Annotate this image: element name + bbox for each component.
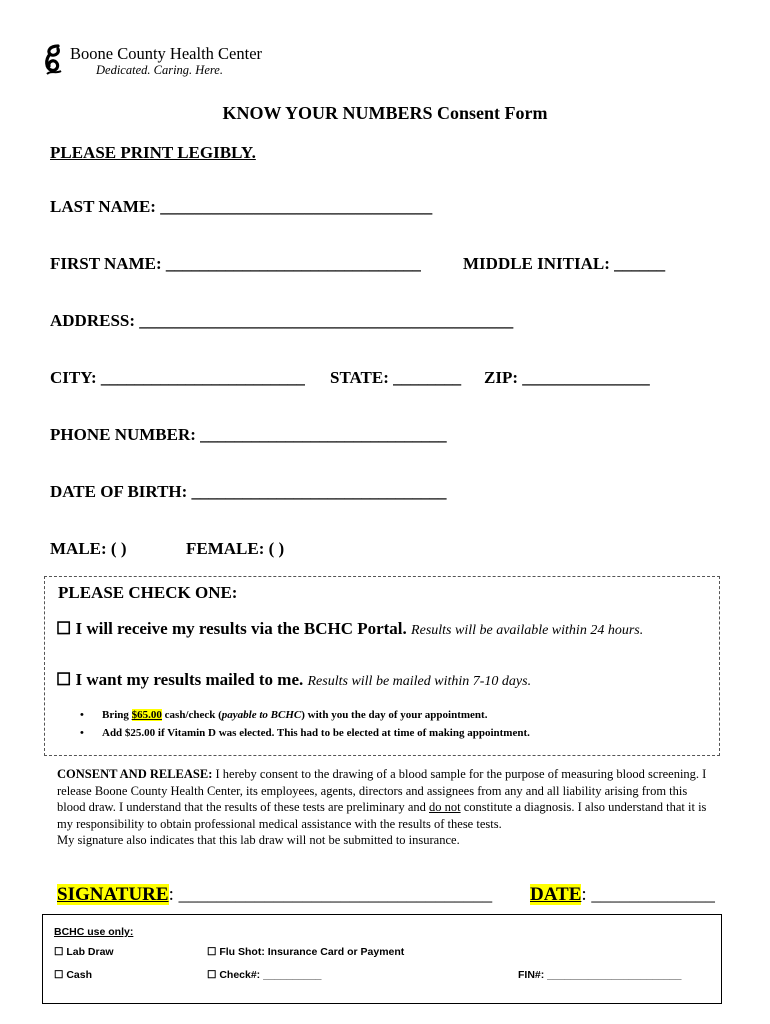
vitamin-d-bullet: • Add $25.00 if Vitamin D was elected. This had to be elected at time of making appointment. [80, 727, 530, 739]
payment-amount: $65.00 [131, 709, 162, 721]
consent-label: CONSENT AND RELEASE: [57, 767, 213, 781]
office-use-section [42, 914, 722, 1004]
phone-field[interactable]: PHONE NUMBER: _____________________________ [50, 425, 447, 444]
flu-shot-checkbox[interactable]: ☐ Flu Shot: Insurance Card or Payment [207, 946, 405, 958]
checkbox-icon[interactable]: ☐ [56, 670, 72, 689]
checkbox-icon[interactable]: ☐ [56, 619, 72, 638]
portal-option-note: Results will be available within 24 hours. [411, 623, 644, 638]
middle-initial-field[interactable]: MIDDLE INITIAL: ______ [463, 254, 666, 273]
bullet-icon: • [80, 709, 84, 721]
cash-checkbox[interactable]: ☐ Cash [54, 969, 93, 981]
last-name-field[interactable]: LAST NAME: ________________________________ [50, 197, 433, 216]
org-name: Boone County Health Center [70, 44, 263, 63]
city-field[interactable]: CITY: ________________________ [50, 368, 305, 387]
address-field[interactable]: ADDRESS: ____________________________________________ [50, 311, 514, 330]
mail-option-note: Results will be mailed within 7-10 days. [307, 674, 532, 689]
fin-field[interactable]: FIN#: _______________________ [518, 969, 682, 981]
male-option[interactable]: MALE: ( ) [50, 539, 127, 558]
first-name-field[interactable]: FIRST NAME: ______________________________ [50, 254, 421, 273]
payment-bullet: • Bring $65.00 cash/check (payable to BCHC) with you the day of your appointment. [80, 709, 488, 721]
state-field[interactable]: STATE: ________ [330, 368, 462, 387]
form-title: KNOW YOUR NUMBERS Consent Form [222, 103, 548, 123]
mail-option[interactable] [56, 670, 531, 690]
mail-option-label: I want my results mailed to me. [75, 670, 304, 689]
lab-draw-checkbox[interactable]: ☐ Lab Draw [54, 946, 114, 958]
portal-option-label: I will receive my results via the BCHC Portal. [75, 619, 407, 638]
signature-label: SIGNATURE [57, 884, 169, 905]
check-number-field[interactable]: ☐ Check#: __________ [207, 969, 322, 981]
date-field[interactable]: DATE: _____________ [530, 884, 715, 905]
date-label: DATE [530, 884, 582, 905]
zip-field[interactable]: ZIP: _______________ [484, 368, 650, 387]
female-option[interactable]: FEMALE: ( ) [186, 539, 285, 558]
print-instruction: PLEASE PRINT LEGIBLY. [50, 143, 256, 162]
bullet-icon: • [80, 727, 84, 739]
office-use-heading: BCHC use only: [54, 926, 134, 938]
org-tagline: Dedicated. Caring. Here. [96, 63, 223, 77]
check-one-heading: PLEASE CHECK ONE: [58, 583, 238, 602]
boone-county-logo-icon [42, 44, 68, 78]
dob-field[interactable]: DATE OF BIRTH: ______________________________ [50, 482, 447, 501]
signature-field[interactable]: SIGNATURE: _________________________________ [57, 884, 493, 905]
portal-option[interactable] [56, 619, 643, 639]
consent-release-text: CONSENT AND RELEASE: I hereby consent to the drawing of a blood sample for the purpose of measuring blood screening. I release Boone County Health Center, its employees, agents, directors and assignees from any and all liability arising from this blood draw. I understand that the results of these tests are preliminary and do not constitute a diagnosis. I also understand that it is my responsibility to obtain professional medical assistance with the results of these tests. My signature also indicates that this lab draw will not be submitted to insurance. [57, 767, 707, 847]
